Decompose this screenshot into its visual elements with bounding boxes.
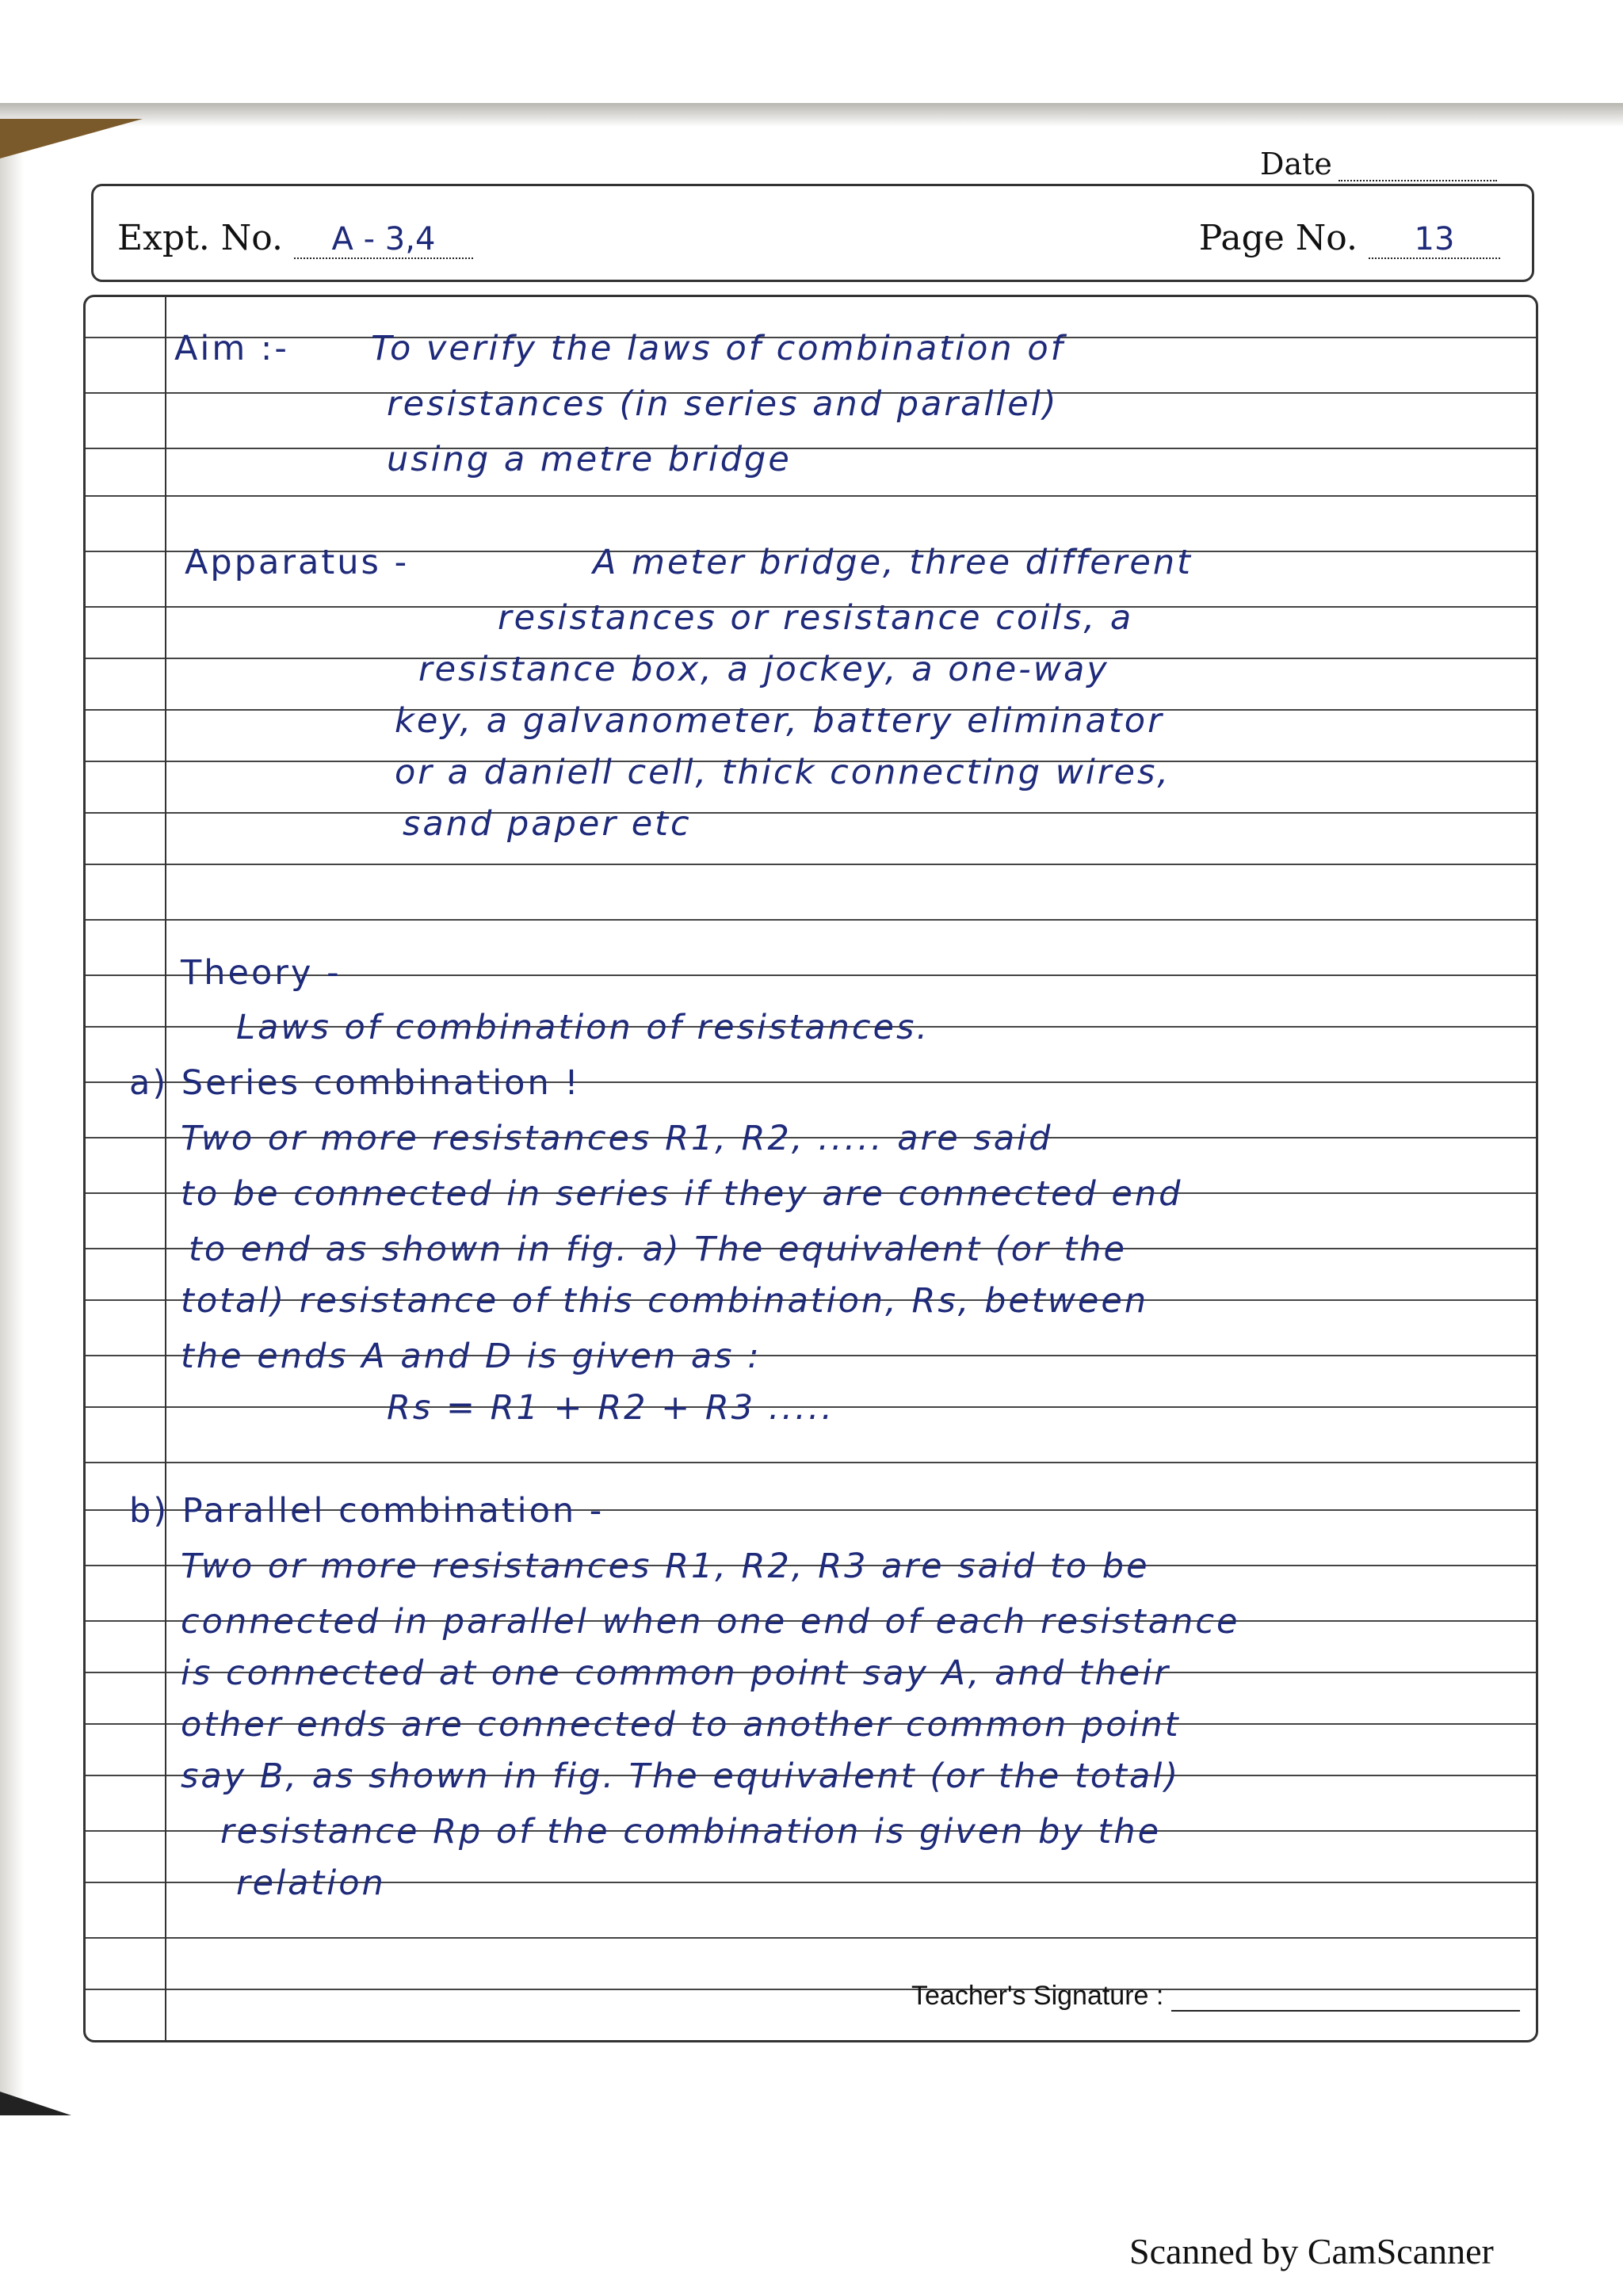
apparatus-line-2: resistances or resistance coils, a bbox=[498, 598, 1134, 638]
apparatus-line-1: A meter bridge, three different bbox=[593, 543, 1193, 582]
parallel-line-3: is connected at one common point say A, and their bbox=[181, 1653, 1170, 1693]
apparatus-line-6: sand paper etc bbox=[403, 804, 692, 844]
date-blank bbox=[1338, 156, 1497, 181]
aim-line-3: using a metre bridge bbox=[387, 440, 792, 479]
expt-no-field bbox=[117, 218, 473, 259]
series-label: a) Series combination ! bbox=[129, 1063, 581, 1103]
aim-line-1: To verify the laws of combination of bbox=[371, 329, 1065, 368]
series-line-4: total) resistance of this combination, Rs, between bbox=[181, 1281, 1149, 1321]
date-label: Date bbox=[1260, 147, 1332, 181]
series-line-1: Two or more resistances R1, R2, ..... are said bbox=[181, 1119, 1053, 1158]
page-top-shadow bbox=[0, 103, 1623, 127]
apparatus-line-3: resistance box, a jockey, a one-way bbox=[418, 650, 1109, 689]
apparatus-line-4: key, a galvanometer, battery eliminator bbox=[395, 701, 1164, 741]
parallel-label: b) Parallel combination - bbox=[129, 1491, 605, 1531]
theory-label: Theory - bbox=[181, 953, 342, 993]
parallel-line-4: other ends are connected to another common point bbox=[181, 1705, 1181, 1745]
parallel-line-5: say B, as shown in fig. The equivalent (or the total) bbox=[181, 1756, 1181, 1796]
page-bottom-corner bbox=[0, 2092, 71, 2115]
theory-subtitle: Laws of combination of resistances. bbox=[236, 1008, 930, 1047]
series-formula: Rs = R1 + R2 + R3 ..... bbox=[387, 1388, 835, 1428]
series-line-2: to be connected in series if they are connected end bbox=[181, 1174, 1183, 1214]
aim-line-2: resistances (in series and parallel) bbox=[387, 384, 1059, 424]
apparatus-line-5: or a daniell cell, thick connecting wires, bbox=[395, 753, 1171, 792]
parallel-line-6: resistance Rp of the combination is given by the bbox=[220, 1812, 1162, 1852]
expt-no-label: Expt. No. bbox=[117, 218, 283, 258]
expt-no-value: A - 3,4 bbox=[294, 221, 473, 259]
signature-line bbox=[1171, 1988, 1520, 2012]
page-left-edge bbox=[0, 119, 24, 2115]
teacher-signature-field bbox=[911, 1981, 1520, 2012]
apparatus-label: Apparatus - bbox=[185, 543, 410, 582]
parallel-line-7: relation bbox=[236, 1863, 386, 1903]
aim-label: Aim :- bbox=[174, 329, 289, 368]
parallel-line-2: connected in parallel when one end of each resistance bbox=[181, 1602, 1240, 1642]
scanner-watermark: Scanned by CamScanner bbox=[1129, 2231, 1494, 2271]
series-line-3: to end as shown in fig. a) The equivalent (or the bbox=[189, 1230, 1127, 1269]
parallel-line-1: Two or more resistances R1, R2, R3 are said to be bbox=[181, 1547, 1150, 1586]
series-line-5: the ends A and D is given as : bbox=[181, 1337, 762, 1376]
page-no-label: Page No. bbox=[1198, 218, 1358, 258]
page-no-field bbox=[1199, 218, 1500, 259]
ruled-sheet bbox=[83, 295, 1538, 2042]
header-box bbox=[91, 184, 1534, 282]
margin-line bbox=[165, 297, 166, 2040]
teacher-signature-label: Teacher's Signature : bbox=[911, 1981, 1164, 2011]
page-corner-mark bbox=[0, 119, 143, 158]
page-no-value: 13 bbox=[1369, 221, 1500, 259]
date-field bbox=[1260, 147, 1497, 181]
